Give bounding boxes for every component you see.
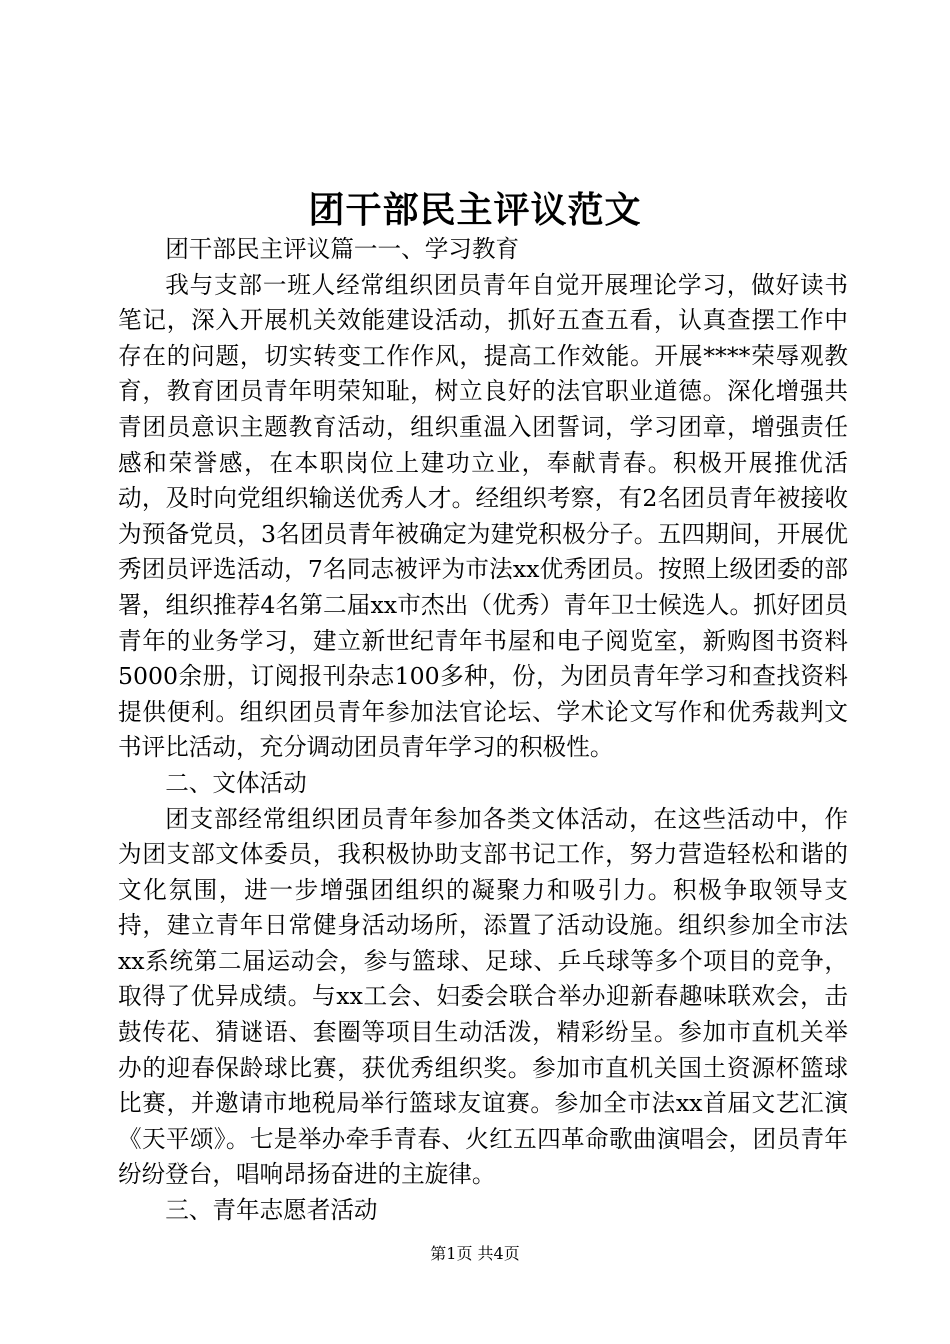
- document-body: [118, 232, 848, 1229]
- paragraph-section-two-heading: 二、文体活动: [165, 768, 307, 797]
- paragraph-section-three-heading: 三、青年志愿者活动: [165, 1196, 378, 1225]
- paragraph-culture-sports: 团支部经常组织团员青年参加各类文体活动，在这些活动中，作为团支部文体委员，我积极协助支部书记工作，努力营造轻松和谐的文化氛围，进一步增强团组织的凝聚力和吸引力。积极争取领导支持，建立青年日常健身活动场所，添置了活动设施。组织参加全市法xx系统第二届运动会，参与篮球、足球、乒乓球等多个项目的竞争，取得了优异成绩。与xx工会、妇委会联合举办迎新春趣味联欢会，击鼓传花、猜谜语、套圈等项目生动活泼，精彩纷呈。参加市直机关举办的迎春保龄球比赛，获优秀组织奖。参加市直机关国土资源杯篮球比赛，并邀请市地税局举行篮球友谊赛。参加全市法xx首届文艺汇演《天平颂》。七是举办牵手青春、火红五四革命歌曲演唱会，团员青年纷纷登台，唱响昂扬奋进的主旋律。: [118, 804, 848, 1189]
- paragraph-study-education: 我与支部一班人经常组织团员青年自觉开展理论学习，做好读书笔记，深入开展机关效能建设活动，抓好五查五看，认真查摆工作中存在的问题，切实转变工作作风，提高工作效能。开展****荣辱观教育，教育团员青年明荣知耻，树立良好的法官职业道德。深化增强共青团员意识主题教育活动，组织重温入团誓词，学习团章，增强责任感和荣誉感，在本职岗位上建功立业，奉献青春。积极开展推优活动，及时向党组织输送优秀人才。经组织考察，有2名团员青年被接收为预备党员，3名团员青年被确定为建党积极分子。五四期间，开展优秀团员评选活动，7名同志被评为市法xx优秀团员。按照上级团委的部署，组织推荐4名第二届xx市杰出（优秀）青年卫士候选人。抓好团员青年的业务学习，建立新世纪青年书屋和电子阅览室，新购图书资料5000余册，订阅报刊杂志100多种，份，为团员青年学习和查找资料提供便利。组织团员青年参加法官论坛、学术论文写作和优秀裁判文书评比活动，充分调动团员青年学习的积极性。: [118, 270, 848, 762]
- paragraph-section-one-heading: 团干部民主评议篇一一、学习教育: [165, 235, 520, 263]
- page-footer: 第1页 共4页: [430, 1244, 520, 1263]
- document-title: 团干部民主评议范文: [308, 189, 642, 231]
